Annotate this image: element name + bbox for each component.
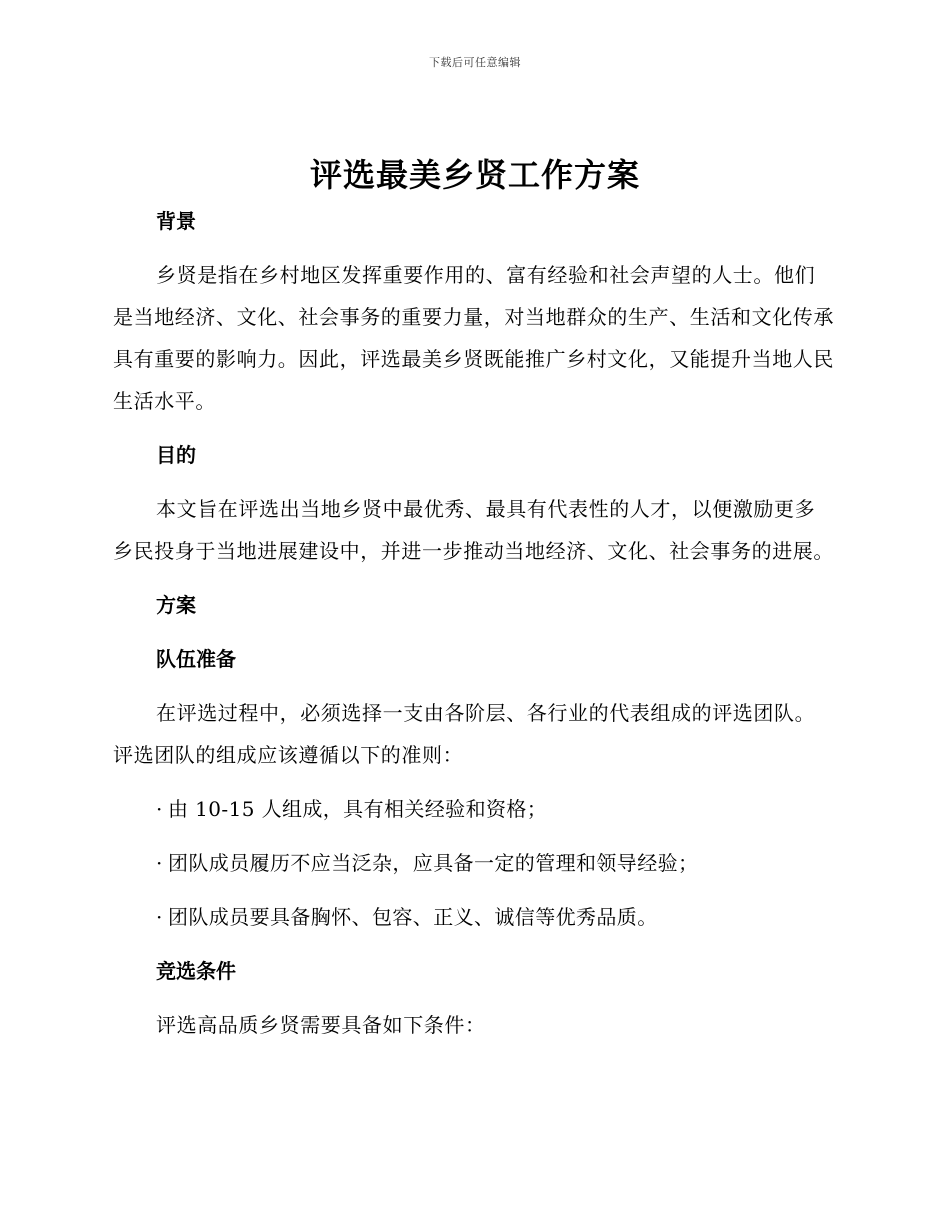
team-rule-item [113,896,835,938]
bullet-dot-icon: · [156,797,163,821]
section-heading-purpose: 目的 [156,443,196,467]
section-heading-plan: 方案 [156,593,196,617]
background-paragraph: 乡贤是指在乡村地区发挥重要作用的、富有经验和社会声望的人士。他们是当地经济、文化、社会事务的重要力量，对当地群众的生产、生活和文化传承具有重要的影响力。因此，评选最美乡贤既能推广乡村文化，又能提升当地人民生活水平。 [113,263,834,413]
purpose-paragraph: 本文旨在评选出当地乡贤中最优秀、最具有代表性的人才，以便激励更多乡民投身于当地进展建设中，并进一步推动当地经济、文化、社会事务的进展。 [113,497,834,563]
header-note: 下载后可任意编辑 [429,56,521,69]
team-rule-text: 团队成员要具备胸怀、包容、正义、诚信等优秀品质。 [168,905,658,929]
document-title: 评选最美乡贤工作方案 [309,156,640,194]
section-heading-background: 背景 [156,209,196,233]
team-rule-item [113,842,835,884]
document-body [113,200,835,1046]
team-rule-item [113,788,835,830]
team-rule-text: 团队成员履历不应当泛杂，应具备一定的管理和领导经验； [168,851,699,875]
criteria-paragraph: 评选高品质乡贤需要具备如下条件： [156,1013,486,1037]
team-paragraph: 在评选过程中，必须选择一支由各阶层、各行业的代表组成的评选团队。评选团队的组成应该遵循以下的准则： [113,701,816,767]
bullet-dot-icon: · [156,851,163,875]
team-rule-text: 由 10-15 人组成，具有相关经验和资格； [168,797,548,821]
section-heading-team: 队伍准备 [156,647,236,671]
bullet-dot-icon: · [156,905,163,929]
section-heading-criteria: 竞选条件 [156,959,236,983]
